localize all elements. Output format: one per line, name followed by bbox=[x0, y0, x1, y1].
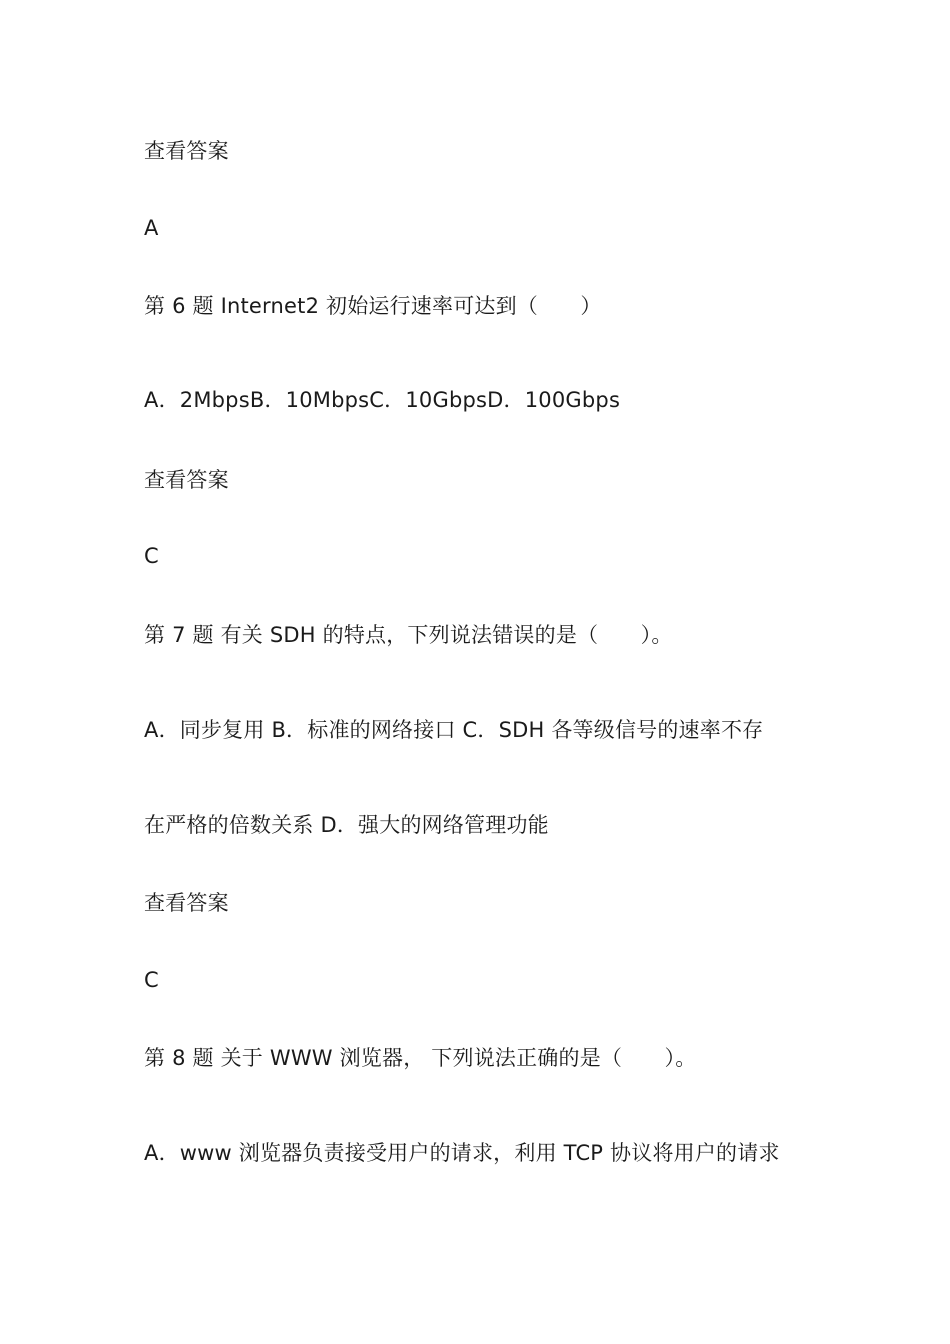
question-7: 第 7 题 有关 SDH 的特点，下列说法错误的是（ ）。 bbox=[144, 623, 673, 647]
question-7-options-line-2: 在严格的倍数关系 D．强大的网络管理功能 bbox=[144, 813, 549, 837]
question-8: 第 8 题 关于 WWW 浏览器， 下列说法正确的是（ ）。 bbox=[144, 1046, 697, 1070]
question-7-options-line-1: A．同步复用 B．标准的网络接口 C．SDH 各等级信号的速率不存 bbox=[144, 718, 764, 742]
answer-text: A bbox=[144, 216, 159, 240]
view-answer-link[interactable]: 查看答案 bbox=[144, 468, 229, 492]
view-answer-link[interactable]: 查看答案 bbox=[144, 139, 229, 163]
answer-text: C bbox=[144, 968, 159, 992]
question-8-options-line-1: A．www 浏览器负责接受用户的请求，利用 TCP 协议将用户的请求 bbox=[144, 1141, 780, 1165]
answer-text: C bbox=[144, 544, 159, 568]
view-answer-link[interactable]: 查看答案 bbox=[144, 891, 229, 915]
question-6: 第 6 题 Internet2 初始运行速率可达到（ ） bbox=[144, 294, 602, 318]
question-6-options: A．2MbpsB．10MbpsC．10GbpsD．100Gbps bbox=[144, 388, 621, 412]
